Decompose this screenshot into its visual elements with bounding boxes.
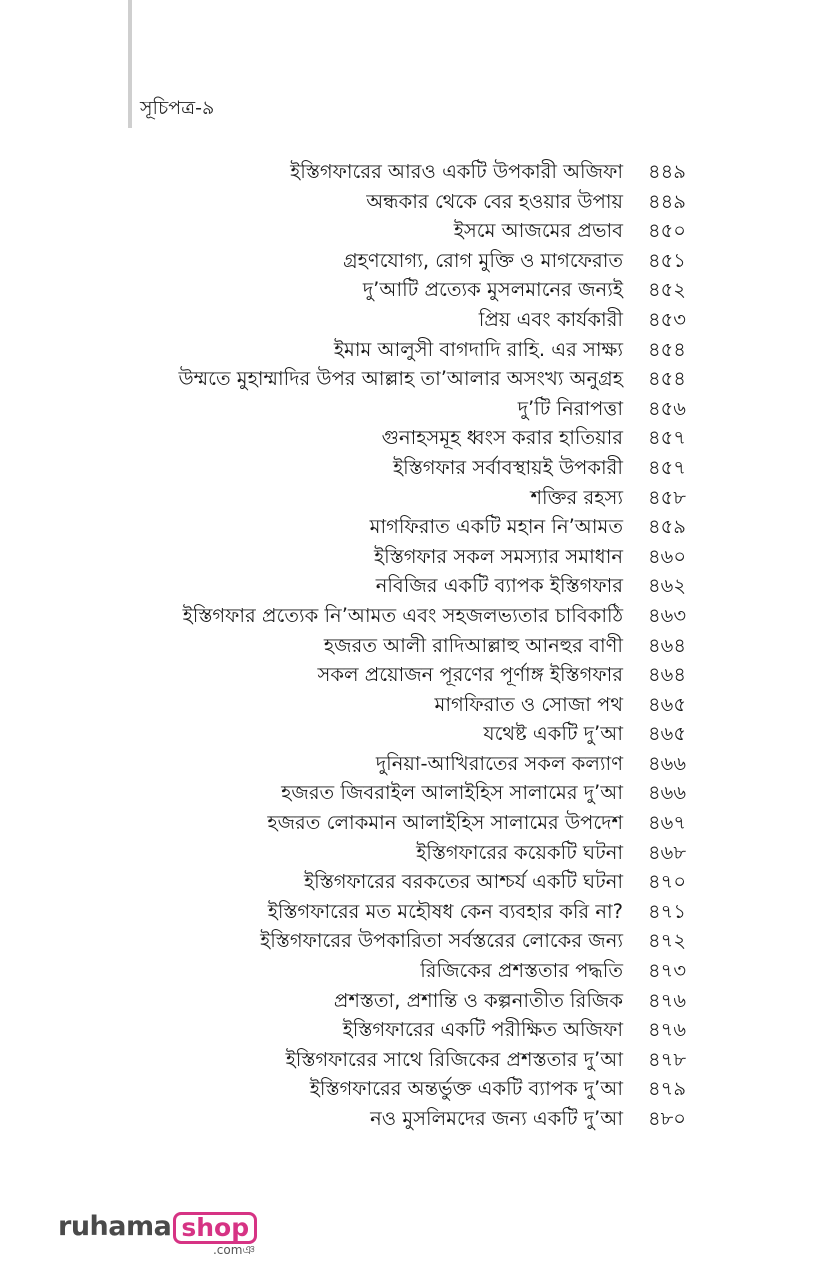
toc-entry-title: ইস্তিগফারের সাথে রিজিকের প্রশস্ততার দু’আ — [285, 1047, 623, 1071]
toc-entry — [0, 835, 825, 865]
page-header: সূচিপত্র-৯ — [140, 97, 215, 119]
toc-entry-page: ৪৫৩ — [648, 307, 686, 331]
toc-entry-title: ইস্তিগফার সকল সমস্যার সমাধান — [373, 544, 623, 568]
toc-entry-page: ৪৫২ — [648, 278, 686, 302]
toc-entry — [0, 716, 825, 746]
toc-entry — [0, 894, 825, 924]
toc-entry-page: ৪৬৭ — [648, 811, 687, 835]
toc-entry-title: ইস্তিগফারের কয়েকটি ঘটনা — [416, 840, 623, 864]
toc-entry-title: ইস্তিগফারের অন্তর্ভুক্ত একটি ব্যাপক দু’আ — [309, 1077, 623, 1101]
toc-entry — [0, 302, 825, 332]
toc-entry-title: হজরত আলী রাদিআল্লাহু আনহুর বাণী — [323, 633, 623, 657]
toc-entry-title: ইস্তিগফার প্রত্যেক নি’আমত এবং সহজলভ্যতার চাবিকাঠি — [182, 603, 623, 627]
toc-entry — [0, 628, 825, 658]
toc-entry-page: ৪৫৯ — [648, 515, 686, 539]
toc-entry — [0, 953, 825, 983]
side-rule — [128, 0, 132, 128]
toc-entry-page: ৪৪৯ — [648, 189, 686, 213]
toc-entry — [0, 864, 825, 894]
toc-entry-page: ৪৭২ — [648, 929, 687, 953]
toc-entry-title: হজরত লোকমান আলাইহিস সালামের উপদেশ — [267, 811, 623, 835]
toc-entry — [0, 539, 825, 569]
toc-entry-title: গ্রহণযোগ্য, রোগ মুক্তি ও মাগফেরাত — [343, 248, 623, 272]
toc-entry — [0, 775, 825, 805]
toc-entry — [0, 509, 825, 539]
toc-entry — [0, 213, 825, 243]
toc-entry-page: ৪৮০ — [648, 1107, 686, 1130]
toc-entry-title: ইস্তিগফার সর্বাবস্থায়ই উপকারী — [392, 455, 623, 479]
table-of-contents — [0, 154, 825, 1131]
toc-entry — [0, 480, 825, 510]
toc-entry — [0, 1012, 825, 1042]
logo-brand-text: ruhama — [58, 1211, 172, 1242]
toc-entry-title: ইস্তিগফারের মত মহৌষধ কেন ব্যবহার করি না? — [267, 899, 623, 923]
toc-entry-page: ৪৭৮ — [648, 1047, 686, 1071]
toc-entry-page: ৪৫৪ — [648, 367, 686, 391]
toc-entry-title: ইমাম আলুসী বাগদাদি রাহি. এর সাক্ষ্য — [333, 337, 623, 361]
toc-entry-title: যথেষ্ট একটি দু’আ — [483, 722, 623, 746]
toc-entry-title: নবিজির একটি ব্যাপক ইস্তিগফার — [375, 574, 623, 598]
toc-entry-page: ৪৬৪ — [648, 633, 686, 657]
toc-entry-title: ইস্তিগফারের একটি পরীক্ষিত অজিফা — [342, 1018, 623, 1042]
toc-entry-title: উম্মতে মুহাম্মাদির উপর আল্লাহ তা’আলার অসংখ্য অনুগ্রহ — [178, 367, 623, 391]
toc-entry-page: ৪৭০ — [648, 870, 687, 894]
toc-entry — [0, 272, 825, 302]
toc-entry-title: দু’টি নিরাপত্তা — [517, 396, 623, 420]
toc-entry-page: ৪৫৮ — [648, 485, 686, 509]
logo-shop-badge — [173, 1212, 257, 1257]
toc-entry-page: ৪৫৬ — [648, 396, 686, 420]
toc-entry — [0, 154, 825, 184]
toc-entry-title: প্রশস্ততা, প্রশান্তি ও কল্পনাতীত রিজিক — [333, 988, 623, 1012]
toc-entry — [0, 657, 825, 687]
toc-entry-page: ৪৬৫ — [648, 722, 686, 746]
toc-entry-page: ৪৬৪ — [648, 663, 686, 687]
toc-entry-page: ৪৫৭ — [648, 426, 686, 450]
toc-entry — [0, 1101, 825, 1131]
toc-entry-title: ইস্তিগফারের আরও একটি উপকারী অজিফা — [290, 160, 623, 183]
toc-entry-page: ৪৬০ — [648, 544, 687, 568]
toc-entry-title: প্রিয় এবং কার্যকারী — [478, 307, 623, 331]
logo-domain-suffix: .comঞ — [212, 1243, 256, 1257]
toc-entry — [0, 361, 825, 391]
toc-entry-page: ৪৭৬ — [648, 988, 687, 1012]
toc-entry-title: দু’আটি প্রত্যেক মুসলমানের জন্যই — [362, 278, 623, 302]
toc-entry — [0, 1071, 825, 1101]
toc-entry-title: গুনাহসমূহ ধ্বংস করার হাতিয়ার — [381, 426, 623, 450]
toc-entry-page: ৪৫৪ — [648, 337, 686, 361]
toc-entry-page: ৪৪৯ — [648, 160, 686, 183]
logo-shop-text: shop — [173, 1212, 257, 1244]
toc-entry-title: নও মুসলিমদের জন্য একটি দু’আ — [370, 1107, 623, 1130]
toc-entry — [0, 598, 825, 628]
toc-entry-title: দুনিয়া-আখিরাতের সকল কল্যাণ — [375, 751, 623, 775]
toc-entry-page: ৪৭৯ — [648, 1077, 686, 1101]
toc-entry-page: ৪৬৬ — [648, 781, 687, 805]
toc-entry-page: ৪৬৫ — [648, 692, 686, 716]
toc-entry-page: ৪৬৮ — [648, 840, 686, 864]
toc-entry-title: মাগফিরাত একটি মহান নি’আমত — [369, 515, 623, 539]
toc-entry-page: ৪৬২ — [648, 574, 687, 598]
toc-entry — [0, 746, 825, 776]
toc-entry-title: ইস্তিগফারের বরকতের আশ্চর্য একটি ঘটনা — [303, 870, 623, 894]
toc-entry-page: ৪৭৩ — [648, 959, 687, 983]
toc-entry-page: ৪৭১ — [648, 899, 686, 923]
toc-entry — [0, 983, 825, 1013]
toc-entry — [0, 923, 825, 953]
toc-entry — [0, 687, 825, 717]
toc-entry-page: ৪৭৬ — [648, 1018, 687, 1042]
toc-entry-title: শক্তির রহস্য — [530, 485, 623, 509]
toc-entry-page: ৪৬৩ — [648, 603, 687, 627]
toc-entry — [0, 243, 825, 273]
toc-entry-title: সকল প্রয়োজন পূরণের পূর্ণাঙ্গ ইস্তিগফার — [317, 663, 623, 687]
toc-entry-page: ৪৫১ — [648, 248, 686, 272]
toc-entry — [0, 568, 825, 598]
toc-entry-title: ইসমে আজমের প্রভাব — [453, 219, 623, 243]
toc-entry-title: অন্ধকার থেকে বের হওয়ার উপায় — [366, 189, 623, 213]
toc-entry — [0, 420, 825, 450]
toc-entry-title: ইস্তিগফারের উপকারিতা সর্বস্তরের লোকের জন্য — [260, 929, 623, 953]
toc-entry — [0, 184, 825, 214]
toc-entry — [0, 1042, 825, 1072]
toc-entry-page: ৪৬৬ — [648, 751, 687, 775]
publisher-logo — [58, 1212, 257, 1262]
toc-entry-page: ৪৫৭ — [648, 455, 686, 479]
toc-entry — [0, 332, 825, 362]
toc-entry-title: রিজিকের প্রশস্ততার পদ্ধতি — [420, 959, 623, 983]
toc-entry — [0, 450, 825, 480]
toc-entry-title: হজরত জিবরাইল আলাইহিস সালামের দু’আ — [281, 781, 623, 805]
toc-entry-page: ৪৫০ — [648, 219, 686, 243]
toc-entry-title: মাগফিরাত ও সোজা পথ — [434, 692, 623, 716]
toc-entry — [0, 805, 825, 835]
toc-entry — [0, 391, 825, 421]
